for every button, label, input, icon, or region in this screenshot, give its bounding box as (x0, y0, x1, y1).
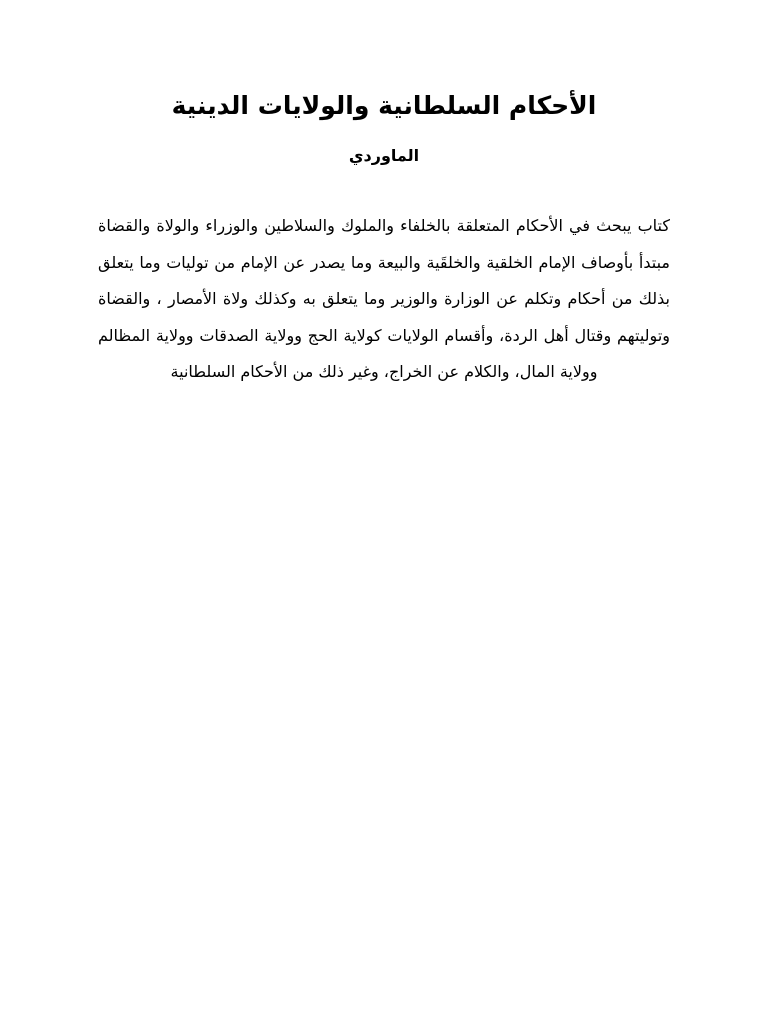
document-body-paragraph: كتاب يبحث في الأحكام المتعلقة بالخلفاء والملوك والسلاطين والوزراء والولاة والقضاة مبتدأ بأوصاف الإمام الخلقية والخلقَية والبيعة وما يصدر عن الإمام من توليات وما يتعلق بذلك من أحكام وتكلم عن الوزارة والوزير وما يتعلق به وكذلك ولاة الأمصار ، والقضاة وتوليتهم وقتال أهل الردة، وأقسام الولايات كولاية الحج وولاية الصدقات وولاية المظالم وولاية المال، والكلام عن الخراج، وغير ذلك من الأحكام السلطانية (98, 216, 670, 381)
document-title: الأحكام السلطانية والولايات الدينية (171, 91, 597, 120)
document-author: الماوردي (348, 146, 420, 165)
